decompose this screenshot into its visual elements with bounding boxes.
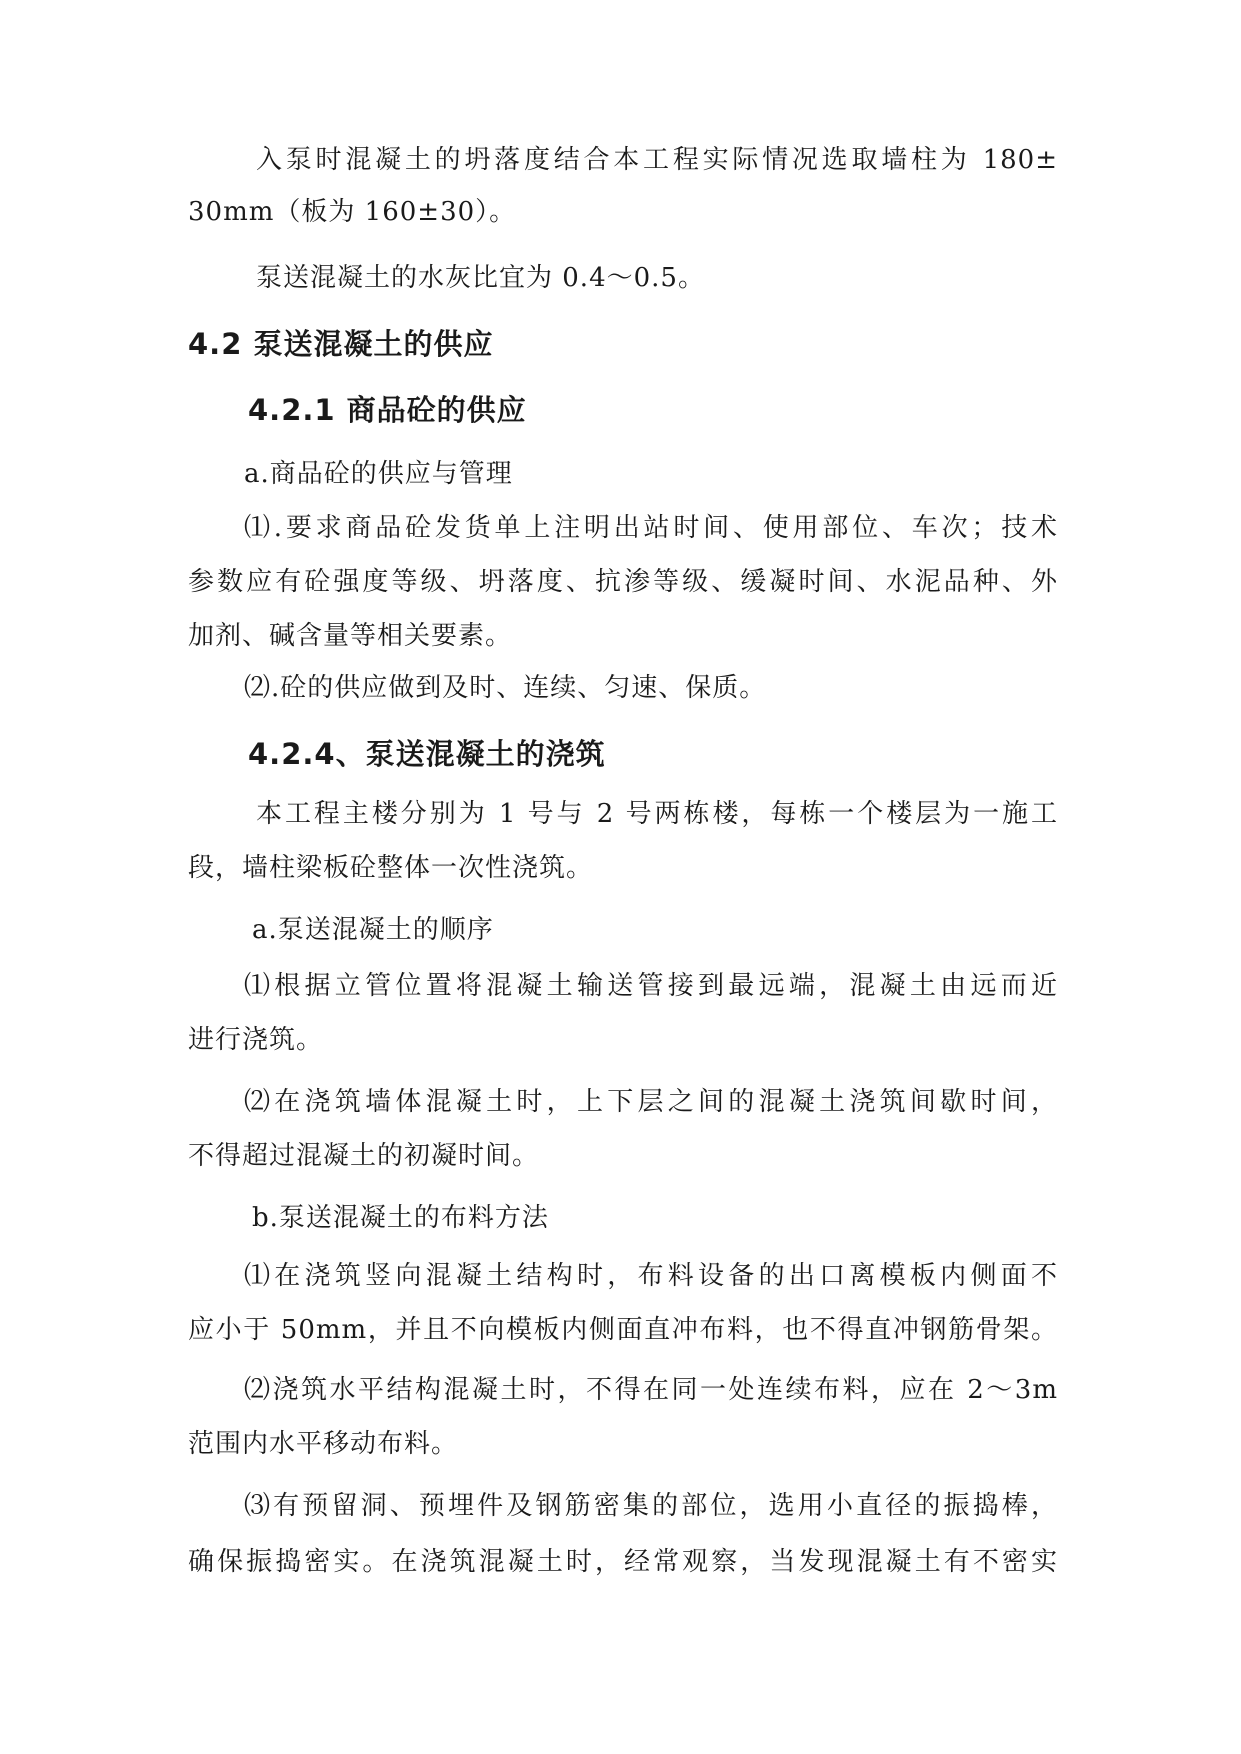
text-line: 进行浇筑。	[188, 1025, 324, 1055]
text-line: b.泵送混凝土的布料方法	[252, 1203, 549, 1233]
text-line: 参数应有砼强度等级、坍落度、抗渗等级、缓凝时间、水泥品种、外	[188, 567, 1058, 597]
text-line: ⑴在浇筑竖向混凝土结构时，布料设备的出口离模板内侧面不	[244, 1261, 1058, 1291]
text-line: 确保振捣密实。在浇筑混凝土时，经常观察，当发现混凝土有不密实	[188, 1547, 1058, 1577]
text-line: 30mm（板为 160±30）。	[188, 197, 517, 227]
text-line: ⑵在浇筑墙体混凝土时，上下层之间的混凝土浇筑间歇时间，	[244, 1087, 1058, 1117]
text-line: a.泵送混凝土的顺序	[252, 915, 494, 945]
text-line: 段，墙柱梁板砼整体一次性浇筑。	[188, 853, 594, 883]
text-line: 本工程主楼分别为 1 号与 2 号两栋楼，每栋一个楼层为一施工	[256, 799, 1058, 829]
text-line: ⑵浇筑水平结构混凝土时，不得在同一处连续布料，应在 2～3m	[244, 1375, 1058, 1405]
text-line: ⑶有预留洞、预埋件及钢筋密集的部位，选用小直径的振捣棒，	[244, 1491, 1058, 1521]
section-heading: 4.2 泵送混凝土的供应	[188, 327, 494, 361]
subsection-heading: 4.2.4、泵送混凝土的浇筑	[248, 737, 606, 771]
text-line: a.商品砼的供应与管理	[244, 459, 513, 489]
text-line: ⑴根据立管位置将混凝土输送管接到最远端，混凝土由远而近	[244, 971, 1058, 1001]
subsection-heading: 4.2.1 商品砼的供应	[248, 393, 527, 427]
text-line: ⑵.砼的供应做到及时、连续、匀速、保质。	[244, 673, 767, 703]
text-line: 不得超过混凝土的初凝时间。	[188, 1141, 540, 1171]
text-line: 泵送混凝土的水灰比宜为 0.4～0.5。	[256, 263, 705, 293]
text-line: ⑴.要求商品砼发货单上注明出站时间、使用部位、车次；技术	[244, 513, 1058, 543]
text-line: 应小于 50mm，并且不向模板内侧面直冲布料，也不得直冲钢筋骨架。	[188, 1315, 1058, 1345]
text-line: 加剂、碱含量等相关要素。	[188, 621, 513, 651]
text-line: 入泵时混凝土的坍落度结合本工程实际情况选取墙柱为 180±	[256, 145, 1058, 175]
text-line: 范围内水平移动布料。	[188, 1429, 459, 1459]
